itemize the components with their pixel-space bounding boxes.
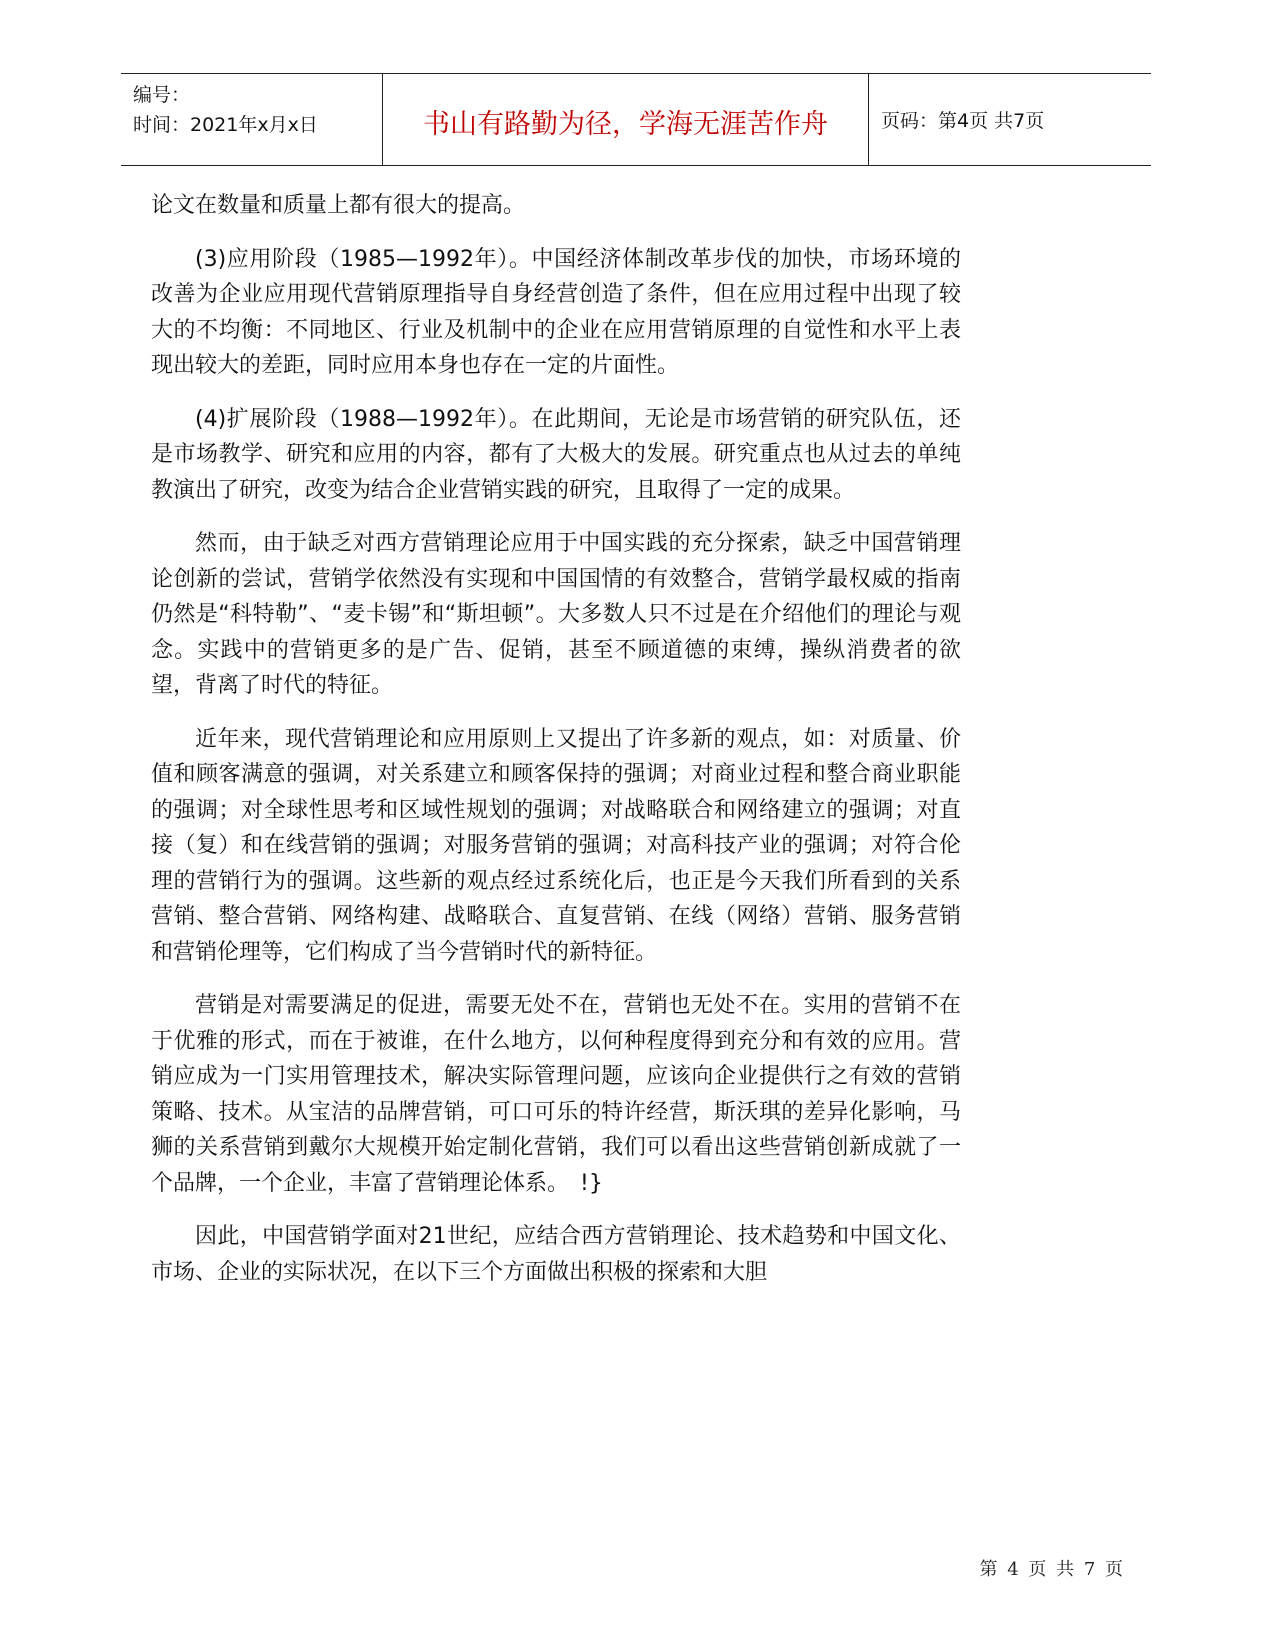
header-page-number: 页码：第4页 共7页 [881,110,1045,132]
paragraph-however: 然而，由于缺乏对西方营销理论应用于中国实践的充分探索，缺乏中国营销理论创新的尝试，营销学依然没有实现和中国国情的有效整合，营销学最权威的指南仍然是“科特勒”、“麦卡锡”和“斯坦顿”。大多数人只不过是在介绍他们的理论与观念。实践中的营销更多的是广告、促销，甚至不顾道德的束缚，操纵消费者的欲望，背离了时代的特征。 [151,531,961,698]
paragraph-continuation: 论文在数量和质量上都有很大的提高。 [151,193,526,218]
header-motto: 书山有路勤为径，学海无涯苦作舟 [383,74,869,165]
date-label: 时间：2021年x月x日 [133,114,318,136]
document-body [151,188,961,1308]
paragraph-application-stage: (3)应用阶段（1985—1992年）。中国经济体制改革步伐的加快，市场环境的改善为企业应用现代营销原理指导自身经营创造了条件，但在应用过程中出现了较大的不均衡：不同地区、行业及机制中的企业在应用营销原理的自觉性和水平上表现出较大的差距，同时应用本身也存在一定的片面性。 [151,246,961,378]
paragraph-expansion-stage: (4)扩展阶段（1988—1992年）。在此期间，无论是市场营销的研究队伍，还是市场教学、研究和应用的内容，都有了大极大的发展。研究重点也从过去的单纯教演出了研究，改变为结合企业营销实践的研究，且取得了一定的成果。 [151,406,961,503]
serial-number-label: 编号： [133,84,191,106]
paragraph-recent-years: 近年来，现代营销理论和应用原则上又提出了许多新的观点，如：对质量、价值和顾客满意的强调，对关系建立和顾客保持的强调；对商业过程和整合商业职能的强调；对全球性思考和区域性规划的强调；对战略联合和网络建立的强调；对直接（复）和在线营销的强调；对服务营销的强调；对高科技产业的强调；对符合伦理的营销行为的强调。这些新的观点经过系统化后，也正是今天我们所看到的关系营销、整合营销、网络构建、战略联合、直复营销、在线（网络）营销、服务营销和营销伦理等，它们构成了当今营销时代的新特征。 [151,726,961,965]
paragraph-therefore: 因此，中国营销学面对21世纪，应结合西方营销理论、技术趋势和中国文化、市场、企业的实际状况，在以下三个方面做出积极的探索和大胆 [151,1224,961,1285]
document-header [121,73,1151,166]
page-footer: 第 4 页 共 7 页 [979,1559,1125,1580]
paragraph-marketing-definition: 营销是对需要满足的促进，需要无处不在，营销也无处不在。实用的营销不在于优雅的形式，而在于被谁，在什么地方，以何种程度得到充分和有效的应用。营销应成为一门实用管理技术，解决实际管理问题，应该向企业提供行之有效的营销策略、技术。从宝洁的品牌营销，可口可乐的特许经营，斯沃琪的差异化影响，马狮的关系营销到戴尔大规模开始定制化营销，我们可以看出这些营销创新成就了一个品牌，一个企业，丰富了营销理论体系。 !} [151,993,961,1196]
header-meta-cell [121,74,383,165]
